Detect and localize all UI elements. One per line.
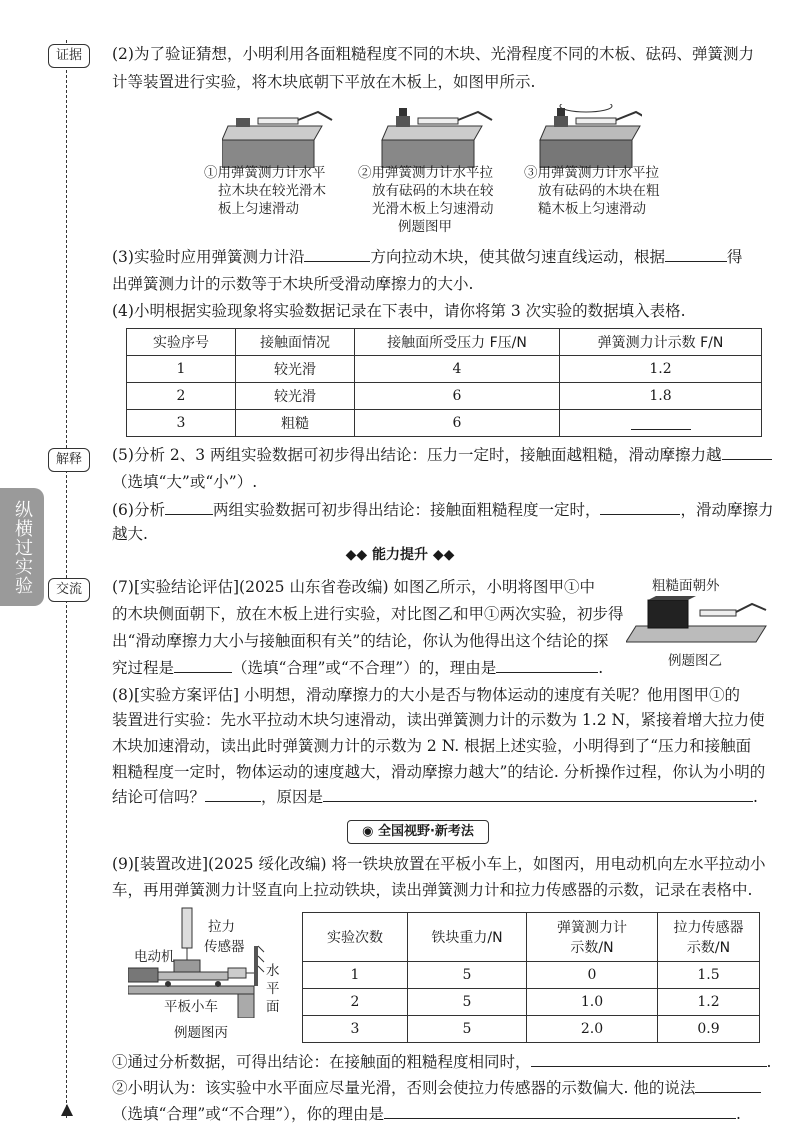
table1-blank-answer[interactable] [631,413,691,430]
figure-yi-title: 例题图乙 [668,653,722,669]
table-row: 1 较光滑 4 1.2 [127,356,762,383]
fig-bing-label-h1: 水 [266,963,280,979]
table2-header: 实验次数 [303,913,408,962]
margin-arrow-icon [61,1104,73,1116]
q9b-blank-judgement[interactable] [695,1076,761,1093]
q7-blank-judgement[interactable] [174,656,232,673]
tag-explain: 解释 [48,448,90,472]
fig2-caption-l3: 光滑木板上匀速滑动 [372,201,494,217]
table-row: 3 粗糙 6 [127,410,762,437]
section-title-national: ◉ 全国视野·新考法 [347,820,489,844]
q2-line1: (2)为了验证猜想，小明利用各面粗糙程度不同的木块、光滑程度不同的木板、砝码、弹簧测力 [112,45,754,63]
q8-line3: 木块加速滑动，读出此时弹簧测力计的示数为 2 N. 根据上述实验，小明得到了“压力和接触面 [112,737,752,755]
q7-line1: (7)[实验结论评估](2025 山东省卷改编) 如图乙所示，小明将图甲①中 [112,578,595,596]
table2-header-row [303,913,760,962]
table1-header: 接触面情况 [236,329,355,356]
q9b-blank-reason[interactable] [384,1102,736,1119]
fig1-caption-l2: 拉木块在较光滑木 [218,183,326,199]
q9-line2: 车，再用弹簧测力计竖直向上拉动铁块，读出弹簧测力计和拉力传感器的示数，记录在表格中. [112,881,753,899]
fig3-caption-l1: ③用弹簧测力计水平拉 [524,165,659,181]
side-tab-label: 纵横过实验 [0,488,44,606]
fig3-setup-icon [540,104,642,168]
figure-bing-title: 例题图丙 [174,1025,228,1041]
q2-line2: 计等装置进行实验，将木块底朝下平放在木板上，如图甲所示. [112,73,536,91]
fig3-caption-l2: 放有砝码的木块在粗 [538,183,660,199]
table2-header: 拉力传感器 示数/N [658,913,760,962]
q9b-line2: （选填“合理”或“不合理”），你的理由是 . [112,1102,741,1126]
fig-bing-label-motor: 电动机 [134,949,175,965]
q3-blank-direction[interactable] [304,245,370,262]
q5-blank[interactable] [722,443,772,460]
q5-line2: （选填“大”或“小”）. [112,473,258,491]
q8-line5: 结论可信吗？ ，原因是 . [112,785,758,809]
q9-line1: (9)[装置改进](2025 绥化改编) 将一铁块放置在平板小车上，如图丙，用电动机向左水平拉动小 [112,855,766,873]
eye-icon: ◉ [362,824,374,839]
table-row: 1 5 0 1.5 [303,962,760,989]
fig2-caption-l1: ②用弹簧测力计水平拉 [358,165,493,181]
fig-bing-label-h3: 面 [266,999,280,1015]
figure-yi-label: 粗糙面朝外 [652,578,720,594]
q6-line2: 越大. [112,525,148,543]
q3-line1: (3)实验时应用弹簧测力计沿 方向拉动木块，使其做匀速直线运动，根据 得 [112,245,743,269]
fig-bing-label-sensor: 传感器 [204,939,245,955]
table1-header: 弹簧测力计示数 F/N [560,329,762,356]
q9a-blank[interactable] [531,1050,767,1067]
figure-jia-title: 例题图甲 [398,219,452,235]
fig1-caption-l3: 板上匀速滑动 [218,201,299,217]
q9a-line: ①通过分析数据，可得出结论：在接触面的粗糙程度相同时， . [112,1050,771,1074]
table1-header: 实验序号 [127,329,236,356]
fig3-caption-l3: 糙木板上匀速滑动 [538,201,646,217]
fig1-caption-l1: ①用弹簧测力计水平 [204,165,326,181]
fig2-setup-icon [382,108,492,168]
q5-line1: (5)分析 2、3 两组实验数据可初步得出结论：压力一定时，接触面越粗糙，滑动摩擦力越 [112,443,772,467]
q7-line2: 的木块侧面朝下，放在木板上进行实验，对比图乙和甲①两次实验，初步得 [112,605,624,623]
tag-evidence: 证据 [48,44,90,68]
fig-bing-label-h2: 平 [266,981,280,997]
table1-header-row [127,329,762,356]
q9b-line1: ②小明认为：该实验中水平面应尽量光滑，否则会使拉力传感器的示数偏大. 他的说法 [112,1076,761,1100]
q6-blank-groups[interactable] [165,498,213,515]
q7-blank-reason[interactable] [496,656,598,673]
table2-header: 弹簧测力计 示数/N [527,913,658,962]
figure-yi-drawing [626,596,772,646]
q8-blank-reason[interactable] [323,785,753,802]
q6-line1: (6)分析 两组实验数据可初步得出结论：接触面粗糙程度一定时， ，滑动摩擦力 [112,498,774,522]
q8-blank-credible[interactable] [205,785,261,802]
figure-jia-drawings [222,104,642,168]
table1-header: 接触面所受压力 F压/N [355,329,560,356]
tag-communicate: 交流 [48,578,90,602]
q3-blank-principle[interactable] [665,245,727,262]
q4-text: (4)小明根据实验现象将实验数据记录在下表中，请你将第 3 次实验的数据填入表格. [112,302,686,320]
q6-blank-condition[interactable] [600,498,680,515]
section-title-ability: ◆◆ 能力提升 ◆◆ [345,547,455,563]
q8-line4: 粗糙程度一定时，物体运动的速度越大，滑动摩擦力越大”的结论. 分析操作过程，你认为小明的 [112,763,766,781]
table-row: 2 5 1.0 1.2 [303,989,760,1016]
q7-line3: 出“滑动摩擦力大小与接触面积有关”的结论，你认为他得出这个结论的探 [112,632,609,650]
fig-bing-label-cart: 平板小车 [164,999,218,1015]
table2-header: 铁块重力/N [408,913,527,962]
table-row: 3 5 2.0 0.9 [303,1016,760,1043]
fig-bing-label-pull: 拉力 [208,919,235,935]
q7-line4: 究过程是 （选填“合理”或“不合理”）的，理由是 . [112,656,603,680]
q8-line2: 装置进行实验：先水平拉动木块匀速滑动，读出弹簧测力计的示数为 1.2 N，紧接着增大拉力使 [112,711,765,729]
q3-line2: 出弹簧测力计的示数等于木块所受滑动摩擦力的大小. [112,275,474,293]
fig2-caption-l2: 放有砝码的木块在较 [372,183,494,199]
fig1-setup-icon [222,112,332,168]
table-row: 2 较光滑 6 1.8 [127,383,762,410]
data-table-2 [302,912,760,1043]
data-table-1 [126,328,762,437]
q8-line1: (8)[实验方案评估] 小明想，滑动摩擦力的大小是否与物体运动的速度有关呢？他用图甲①的 [112,686,740,704]
